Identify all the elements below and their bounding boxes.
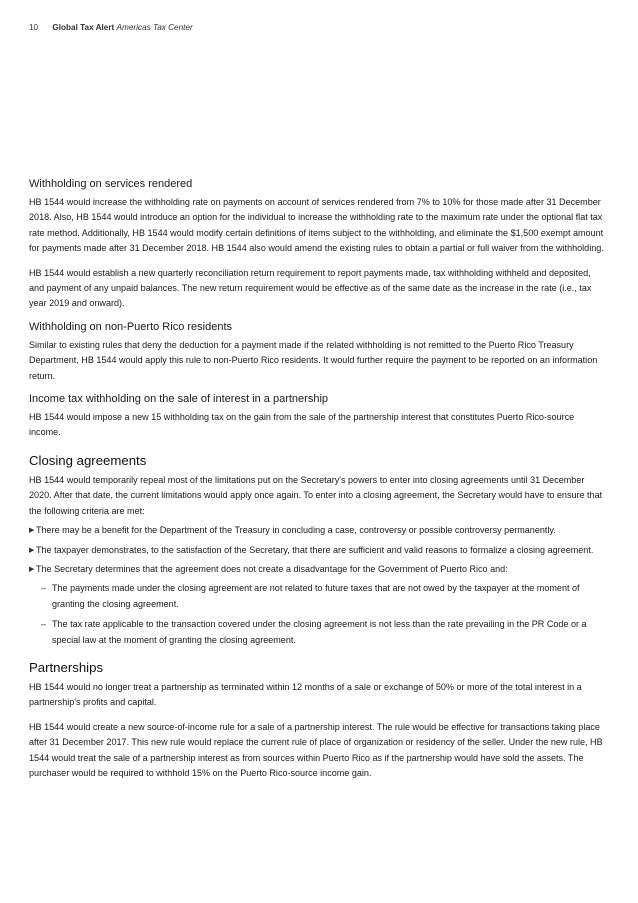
dash-bullet-icon: – (41, 619, 47, 630)
running-header (29, 23, 193, 32)
sub-list-item: – The tax rate applicable to the transaction covered under the closing agreement is not less than the rate prevailing in the PR Code or a special law at the moment of granting the closing agreement. (41, 619, 587, 645)
page-number: 10 (29, 23, 39, 32)
publication-title: Global Tax Alert (52, 23, 115, 32)
triangle-bullet-icon: ▶ (29, 527, 35, 535)
list-item: ▶ The taxpayer demonstrates, to the satisfaction of the Secretary, that there are sufficient and valid reasons to formalize a closing agreement. (29, 543, 607, 558)
paragraph: HB 1544 would increase the withholding rate on payments on account of services rendered from 7% to 10% for those made after 31 December 2018. Also, HB 1544 would introduce an option for the individual to increase the withholding rate to the maximum rate under the optional flat tax rate method. Additionally, HB 1544 would modify certain definitions of items subject to the withholding, and eliminate the $1,500 exempt amount for payments made after 31 December 2018. HB 1544 also would amend the existing rules to obtain a partial or full waiver from the withholding. (29, 197, 604, 254)
heading-closing-agreements: Closing agreements (29, 452, 147, 468)
paragraph: HB 1544 would impose a new 15 withholding tax on the gain from the sale of the partnership interest that constitutes Puerto Rico-source income. (29, 412, 575, 438)
criteria-list (29, 523, 607, 648)
article-body (29, 178, 607, 790)
list-item: ▶ There may be a benefit for the Department of the Treasury in concluding a case, controversy or possible controversy permanently. (29, 523, 607, 538)
sub-criteria-list (36, 581, 607, 648)
paragraph: HB 1544 would create a new source-of-income rule for a sale of a partnership interest. The rule would be effective for transactions taking place after 31 December 2017. This new rule would replace the current rule of place of organization or residency of the seller. Under the new rule, HB 1544 would treat the sale of a partnership interest as from sources within Puerto Rico as if the partnership would have sold the assets. The purchaser would be required to withhold 15% on the Puerto Rico-source income gain. (29, 721, 603, 778)
triangle-bullet-icon: ▶ (29, 565, 35, 573)
publication-section: Americas Tax Center (116, 23, 193, 32)
paragraph: HB 1544 would temporarily repeal most of the limitations put on the Secretary's powers to enter into closing agreements until 31 December 2020. After that date, the current limitations would apply once again. To enter into a closing agreement, the Secretary would have to ensure that the following criteria are met: (29, 474, 603, 516)
heading-withholding-services: Withholding on services rendered (29, 178, 193, 190)
dash-bullet-icon: – (41, 583, 47, 594)
heading-withholding-non-pr: Withholding on non-Puerto Rico residents (29, 320, 233, 333)
heading-income-tax-partnership: Income tax withholding on the sale of interest in a partnership (29, 393, 329, 406)
heading-partnerships: Partnerships (29, 659, 104, 675)
paragraph: Similar to existing rules that deny the deduction for a payment made if the related withholding is not remitted to the Puerto Rico Treasury Department, HB 1544 would apply this rule to non-Puerto Rico residents. It would further require the payment to be reported on an information return. (29, 339, 598, 381)
paragraph: HB 1544 would establish a new quarterly reconciliation return requirement to report payments made, tax withholding withheld and deposited, and payment of any unpaid balances. The new return requirement would be effective as of the same date as the increase in the rate (i.e., tax year 2019 and onward). (29, 267, 592, 309)
triangle-bullet-icon: ▶ (29, 546, 35, 554)
paragraph: HB 1544 would no longer treat a partnership as terminated within 12 months of a sale or exchange of 50% or more of the total interest in a partnership's profits and capital. (29, 681, 582, 708)
sub-list-item: – The payments made under the closing agreement are not related to future taxes that are not owed by the taxpayer at the moment of granting the closing agreement. (41, 583, 580, 609)
list-item: ▶ The Secretary determines that the agreement does not create a disadvantage for the Government of Puerto Rico and: – The payments made under the closing agreement are not related to future taxes that are not owed by the taxpayer at the moment of granting the closing agreement. – The tax rate applicable to the transaction covered under the closing agreement is not less than the rate prevailing in the PR Code or a special law at the moment of granting the closing agreement. (29, 562, 607, 648)
